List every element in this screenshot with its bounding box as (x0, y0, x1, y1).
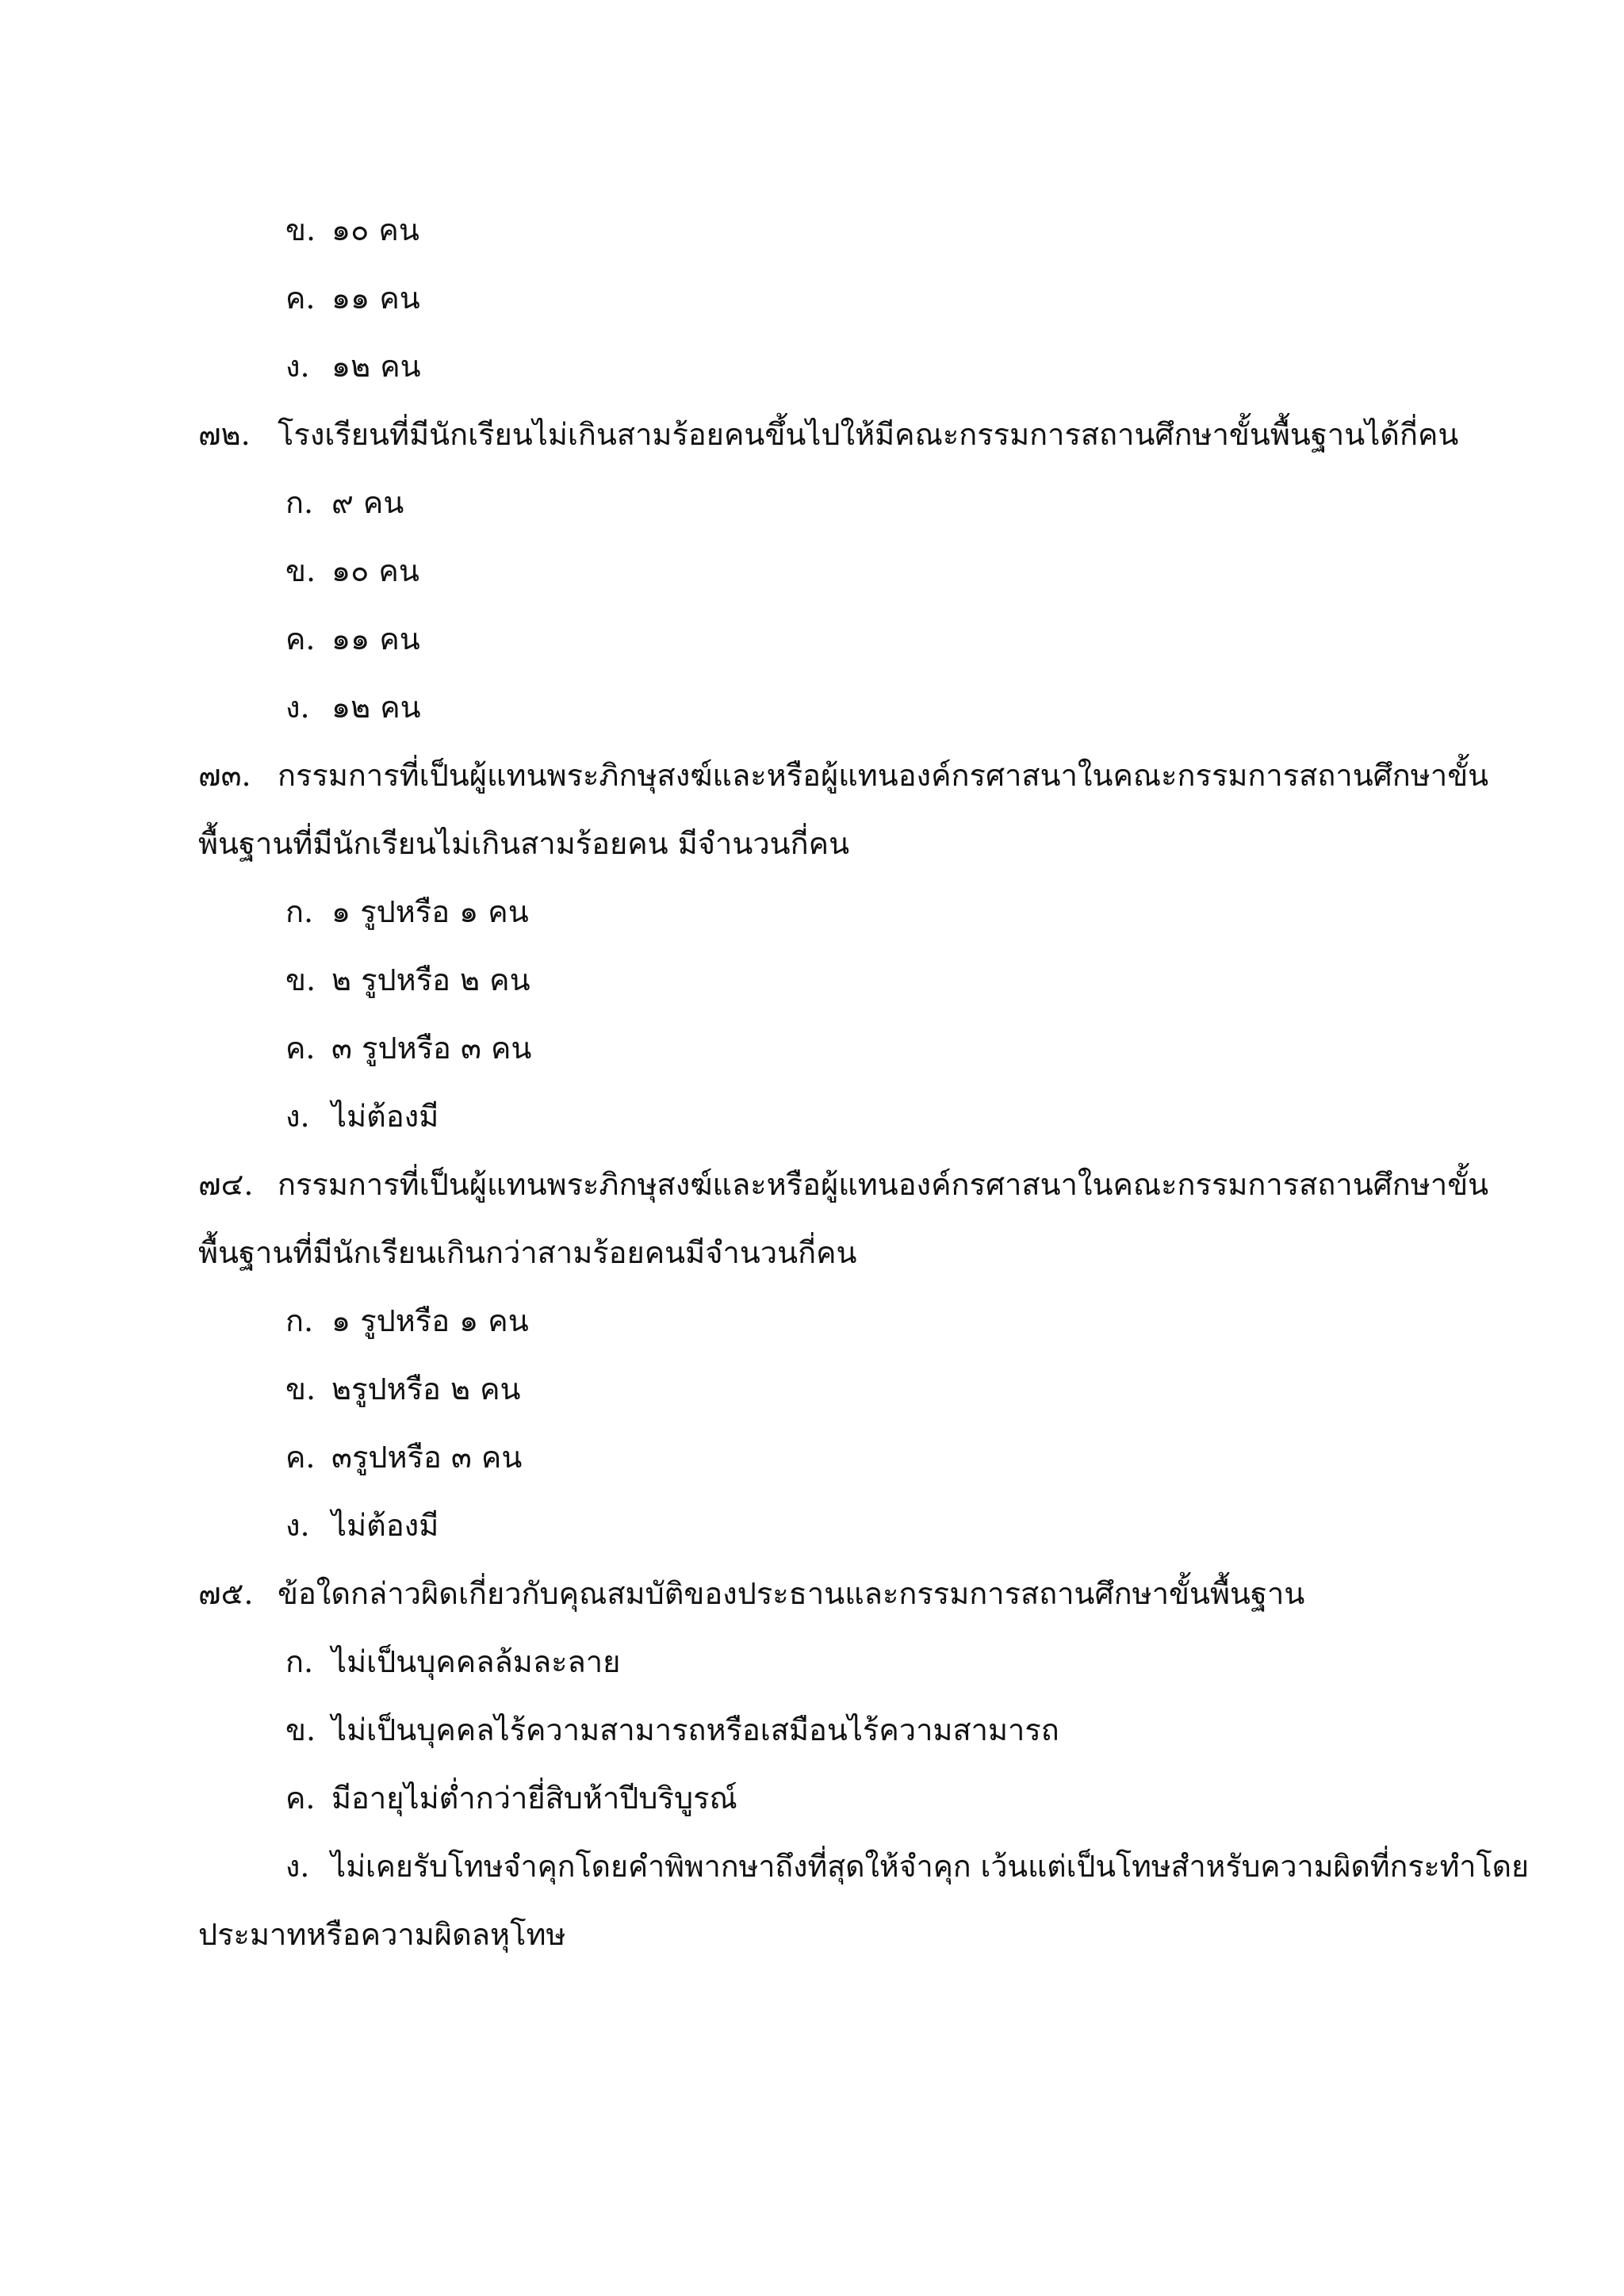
option-label: ง. (285, 1849, 310, 1884)
option-75-kho (285, 1710, 1059, 1750)
option-label: ง. (285, 349, 310, 384)
question-75 (198, 1574, 1304, 1613)
option-75-ngo (285, 1846, 1529, 1886)
question-text: กรรมการที่เป็นผู้แทนพระภิกษุสงฆ์และหรือผู้แทนองค์กรศาสนาในคณะกรรมการสถานศึกษาขั้น (278, 1167, 1489, 1202)
option-text: ๒ รูปหรือ ๒ คน (331, 962, 530, 997)
question-73 (198, 756, 1488, 795)
option-74-ko (285, 1301, 529, 1341)
option-text: ไม่ต้องมี (331, 1508, 439, 1543)
question-74 (198, 1165, 1488, 1204)
option-text: ไม่เป็นบุคคลล้มละลาย (331, 1644, 621, 1679)
question-number: ๗๔. (198, 1167, 254, 1202)
option-72-kho-prev (285, 210, 419, 250)
option-label: ข. (285, 1712, 316, 1747)
option-72-kho (285, 551, 419, 591)
option-label: ข. (285, 553, 316, 588)
option-73-kho (285, 960, 530, 1000)
option-text: ๓ รูปหรือ ๓ คน (331, 1031, 532, 1066)
option-prev-kho (285, 278, 420, 318)
option-73-ngo (285, 1096, 439, 1136)
option-text: ๑๑ คน (331, 622, 420, 656)
question-number: ๗๒. (198, 417, 251, 452)
option-label: ค. (285, 622, 316, 656)
question-72 (198, 415, 1458, 454)
option-text: ประมาทหรือความผิดลหุโทษ (198, 1917, 566, 1952)
option-label: ค. (285, 1440, 316, 1475)
question-text: โรงเรียนที่มีนักเรียนไม่เกินสามร้อยคนขึ้นไปให้มีคณะกรรมการสถานศึกษาขั้นพื้นฐานได้กี่คน (278, 417, 1459, 452)
option-label: ก. (285, 1303, 314, 1338)
option-label: ข. (285, 1372, 316, 1406)
option-label: ก. (285, 1644, 314, 1679)
option-73-kho-khwai (285, 1028, 531, 1068)
option-74-kho-khwai (285, 1437, 522, 1477)
option-text: ๑ รูปหรือ ๑ คน (331, 1303, 529, 1338)
option-text: ๑๐ คน (331, 553, 419, 588)
option-text: ไม่เป็นบุคคลไร้ความสามารถหรือเสมือนไร้ความสามารถ (331, 1712, 1059, 1747)
option-text: ๓รูปหรือ ๓ คน (331, 1440, 523, 1475)
option-label: ค. (285, 281, 316, 316)
option-label: ค. (285, 1031, 316, 1066)
option-75-ko (285, 1642, 620, 1682)
option-text: มีอายุไม่ต่ำกว่ายี่สิบห้าปีบริบูรณ์ (331, 1781, 737, 1816)
option-text: ๑๐ คน (331, 212, 419, 247)
question-74-continuation (198, 1233, 857, 1272)
question-number: ๗๓. (198, 758, 251, 793)
option-prev-ngo (285, 346, 421, 386)
option-label: ก. (285, 894, 314, 929)
option-label: ข. (285, 962, 316, 997)
option-label: ข. (285, 212, 316, 247)
option-text: ๑ รูปหรือ ๑ คน (331, 894, 529, 929)
option-text: ๑๒ คน (331, 349, 421, 384)
option-75-kho-khwai (285, 1778, 737, 1818)
option-73-ko (285, 892, 529, 932)
option-74-ngo (285, 1506, 439, 1545)
option-label: ง. (285, 1508, 310, 1543)
option-72-kho-khwai (285, 619, 420, 659)
option-text: ๑๑ คน (331, 281, 420, 316)
question-text: ข้อใดกล่าวผิดเกี่ยวกับคุณสมบัติของประธานและกรรมการสถานศึกษาขั้นพื้นฐาน (278, 1576, 1305, 1611)
option-text: ไม่ต้องมี (331, 1099, 439, 1134)
question-text: พื้นฐานที่มีนักเรียนไม่เกินสามร้อยคน มีจำนวนกี่คน (198, 826, 850, 861)
option-text: ๑๒ คน (331, 690, 421, 725)
option-text: ไม่เคยรับโทษจำคุกโดยคำพิพากษาถึงที่สุดให้จำคุก เว้นแต่เป็นโทษสำหรับความผิดที่กระทำโดย (331, 1849, 1530, 1884)
question-number: ๗๕. (198, 1576, 254, 1611)
option-label: ง. (285, 1099, 310, 1134)
option-72-ko (285, 483, 404, 522)
option-label: ง. (285, 690, 310, 725)
option-72-ngo (285, 687, 421, 727)
option-74-kho (285, 1369, 520, 1409)
option-text: ๒รูปหรือ ๒ คน (331, 1372, 521, 1406)
option-label: ค. (285, 1781, 316, 1816)
question-73-continuation (198, 824, 849, 863)
question-text: พื้นฐานที่มีนักเรียนเกินกว่าสามร้อยคนมีจำนวนกี่คน (198, 1235, 857, 1270)
option-label: ก. (285, 485, 314, 520)
option-text: ๙ คน (331, 485, 404, 520)
option-75-ngo-continuation (198, 1915, 566, 1954)
question-text: กรรมการที่เป็นผู้แทนพระภิกษุสงฆ์และหรือผู้แทนองค์กรศาสนาในคณะกรรมการสถานศึกษาขั้น (278, 758, 1489, 793)
